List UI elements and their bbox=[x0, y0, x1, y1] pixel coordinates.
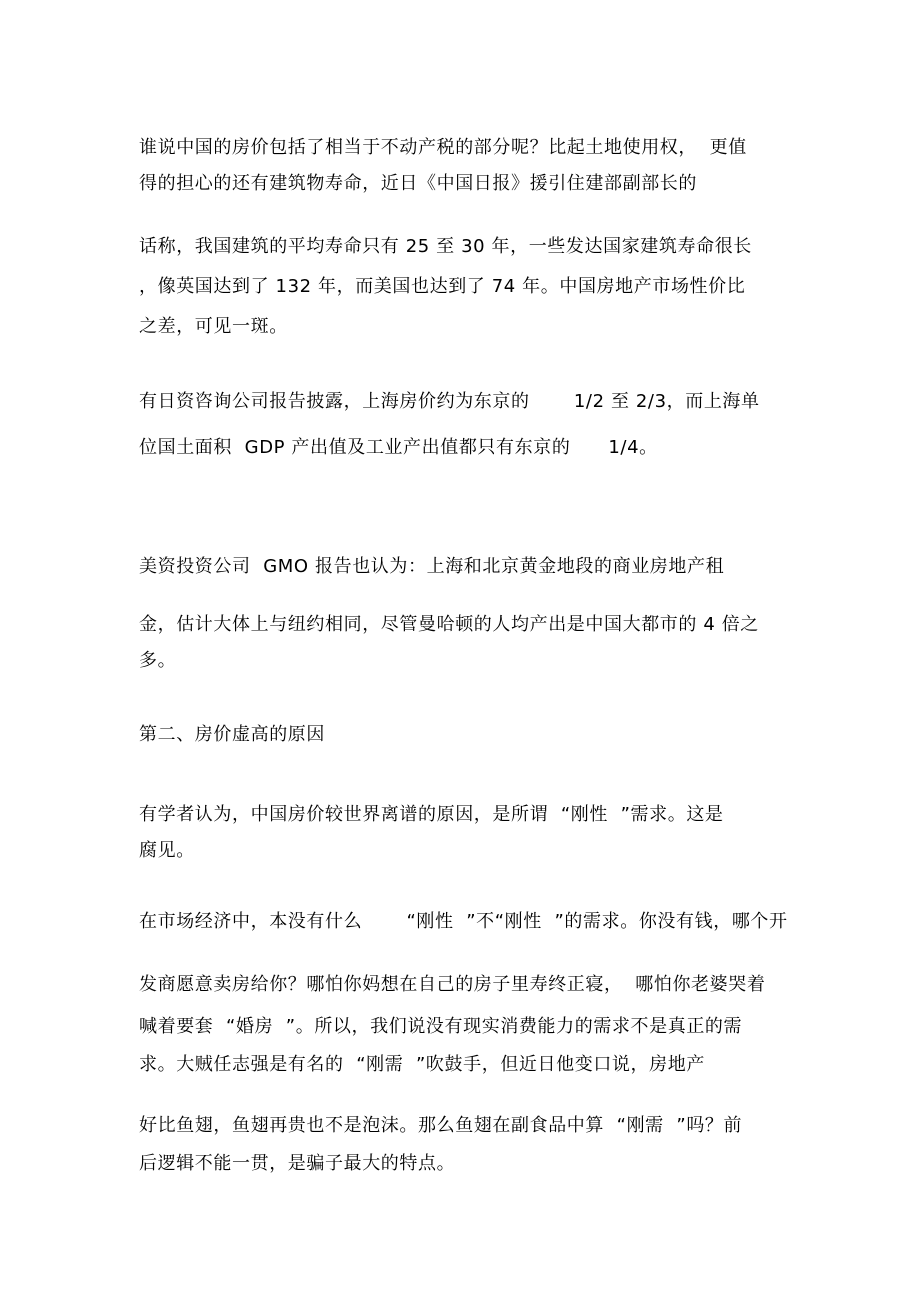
text-line: ，像英国达到了 132 年，而美国也达到了 74 年。中国房地产市场性价比 bbox=[139, 276, 746, 297]
text-line: 求。大贼任志强是有名的 “刚需 ”吹鼓手，但近日他变口说，房地产 bbox=[139, 1054, 705, 1075]
text-line: 之差，可见一斑。 bbox=[139, 316, 288, 337]
text-line: 在市场经济中，本没有什么 “刚性 ”不“刚性 ”的需求。你没有钱，哪个开 bbox=[139, 911, 788, 932]
text-line: 美资投资公司 GMO 报告也认为：上海和北京黄金地段的商业房地产租 bbox=[139, 556, 725, 577]
text-line: 得的担心的还有建筑物寿命，近日《中国日报》援引住建部副部长的 bbox=[139, 173, 697, 194]
text-line: 位国土面积 GDP 产出值及工业产出值都只有东京的 1/4。 bbox=[139, 437, 658, 458]
text-line: 多。 bbox=[139, 650, 177, 671]
section-heading: 第二、房价虚高的原因 bbox=[139, 724, 325, 745]
text-line: 谁说中国的房价包括了相当于不动产税的部分呢？比起土地使用权， 更值 bbox=[139, 137, 747, 158]
text-line: 有日资咨询公司报告披露，上海房价约为东京的 1/2 至 2/3，而上海单 bbox=[139, 391, 760, 412]
text-line: 喊着要套 “婚房 ”。所以，我们说没有现实消费能力的需求不是真正的需 bbox=[139, 1016, 743, 1037]
text-line: 话称，我国建筑的平均寿命只有 25 至 30 年，一些发达国家建筑寿命很长 bbox=[139, 236, 752, 257]
text-line: 发商愿意卖房给你？哪怕你妈想在自己的房子里寿终正寝， 哪怕你老婆哭着 bbox=[139, 974, 766, 995]
text-line: 腐见。 bbox=[139, 840, 195, 861]
text-line: 有学者认为，中国房价较世界离谱的原因，是所谓 “刚性 ”需求。这是 bbox=[139, 804, 724, 825]
text-line: 金，估计大体上与纽约相同，尽管曼哈顿的人均产出是中国大都市的 4 倍之 bbox=[139, 614, 759, 635]
text-line: 后逻辑不能一贯，是骗子最大的特点。 bbox=[139, 1153, 456, 1174]
text-line: 好比鱼翅，鱼翅再贵也不是泡沫。那么鱼翅在副食品中算 “刚需 ”吗？前 bbox=[139, 1115, 743, 1136]
